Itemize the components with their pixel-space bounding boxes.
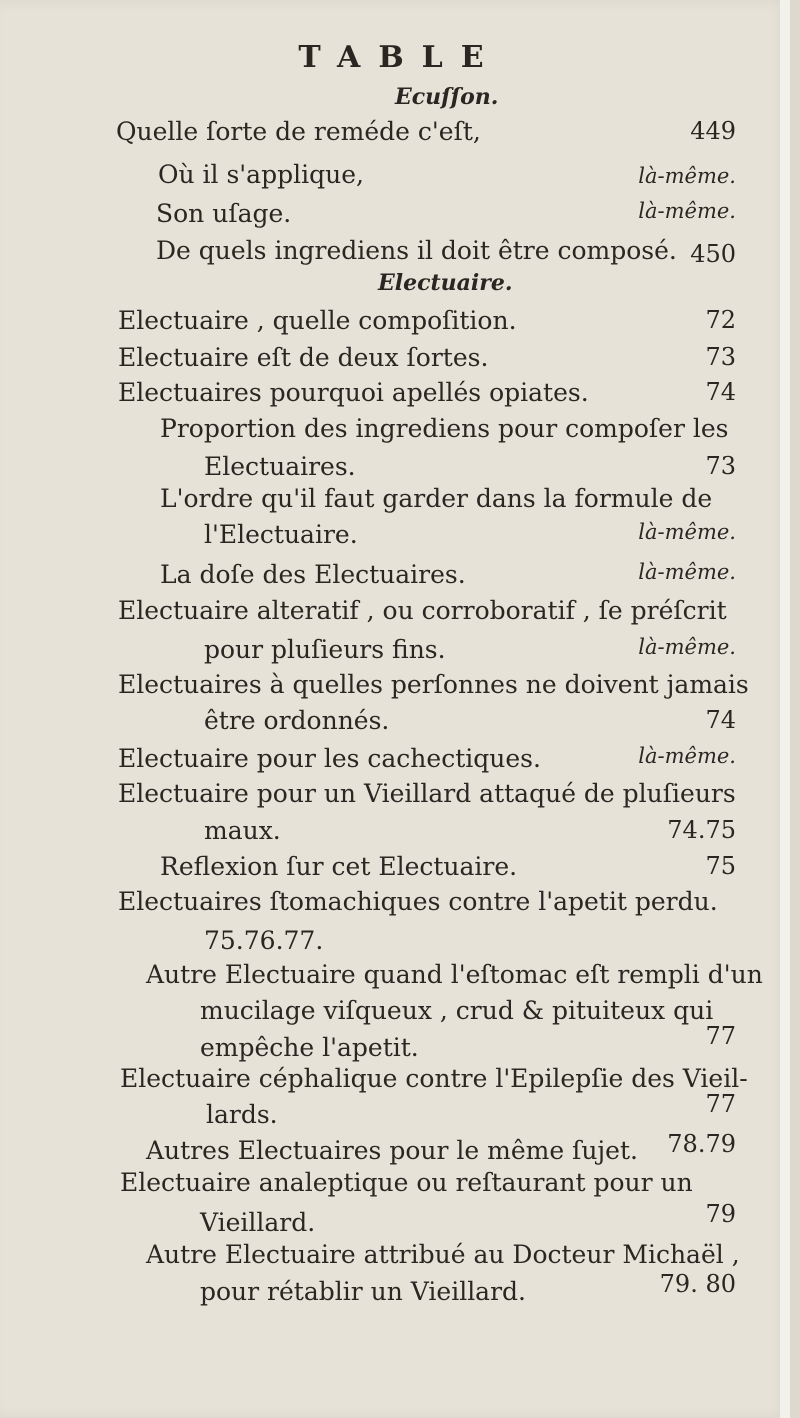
entry-ref: 450 [690,240,736,268]
entry-ref: là-même. [638,635,736,659]
page-edge [780,0,790,1418]
entry-ref: 74 [705,706,736,734]
entry-text: Electuaires pourquoi apellés opiates. [118,378,589,407]
entry-text: Electuaire alteratif , ou corroboratif , ſe préſcrit [118,596,727,625]
entry-ref: 79. 80 [659,1270,736,1298]
entry-ref: là-même. [638,520,736,544]
entry-text: Electuaire pour un Vieillard attaqué de pluſieurs [118,779,736,808]
section-heading-electuaire: Electuaire. [378,270,513,296]
entry-continuation: mucilage viſqueux , crud & pituiteux qui [200,996,714,1025]
entry-continuation: être ordonnés. [204,706,390,735]
entry-continuation: Vieillard. [200,1208,316,1237]
entry-text: Autre Electuaire quand l'eſtomac eſt rempli d'un [146,960,763,989]
entry-text: Son uſage. [156,199,292,228]
entry-ref: 449 [690,117,736,145]
entry-ref: 77 [705,1090,736,1118]
entry-ref: 79 [705,1200,736,1228]
entry-ref: 78.79 [667,1130,736,1158]
entry-ref: là-même. [638,199,736,223]
entry-text: L'ordre qu'il faut garder dans la formule de [160,484,713,513]
entry-ref: là-même. [638,560,736,584]
entry-text: Quelle ſorte de reméde c'eſt, [116,117,481,146]
entry-text: De quels ingrediens il doit être composé. [156,236,677,265]
entry-text: Electuaire analeptique ou reſtaurant pour un [120,1168,693,1197]
entry-ref: 77 [705,1022,736,1050]
entry-ref: 75 [705,852,736,880]
entry-text: Proportion des ingrediens pour compoſer les [160,414,729,443]
page-title: TABLE [298,40,502,75]
entry-ref: là-même. [638,744,736,768]
entry-continuation: lards. [206,1100,278,1129]
entry-ref: 74 [705,378,736,406]
entry-continuation: l'Electuaire. [204,520,358,549]
entry-continuation: Electuaires. [204,452,356,481]
entry-text: Reflexion ſur cet Electuaire. [160,852,518,881]
entry-ref: là-même. [638,164,736,188]
entry-text: Electuaire pour les cachectiques. [118,744,541,773]
entry-continuation: maux. [204,816,281,845]
entry-text: Où il s'applique, [158,160,364,189]
entry-text: Electuaires à quelles perſonnes ne doivent jamais [118,670,749,699]
entry-ref: 73 [705,452,736,480]
section-heading-ecusson: Ecuſſon. [395,84,499,110]
entry-continuation: pour pluſieurs fins. [204,635,446,664]
entry-text: Electuaire céphalique contre l'Epilepſie des Vieil- [120,1064,748,1093]
entry-continuation: pour rétablir un Vieillard. [200,1277,526,1306]
entry-text: Autre Electuaire attribué au Docteur Michaël , [146,1240,740,1269]
entry-ref: 72 [705,306,736,334]
entry-ref: 73 [705,343,736,371]
entry-text: La doſe des Electuaires. [160,560,466,589]
entry-text: Electuaire eſt de deux ſortes. [118,343,489,372]
entry-continuation: empêche l'apetit. [200,1033,419,1062]
entry-text: Electuaire , quelle compoſition. [118,306,517,335]
entry-text: Autres Electuaires pour le même ſujet. [146,1136,638,1165]
entry-text: Electuaires ſtomachiques contre l'apetit perdu. [118,887,718,916]
entry-continuation: 75.76.77. [204,926,324,955]
entry-ref: 74.75 [667,816,736,844]
